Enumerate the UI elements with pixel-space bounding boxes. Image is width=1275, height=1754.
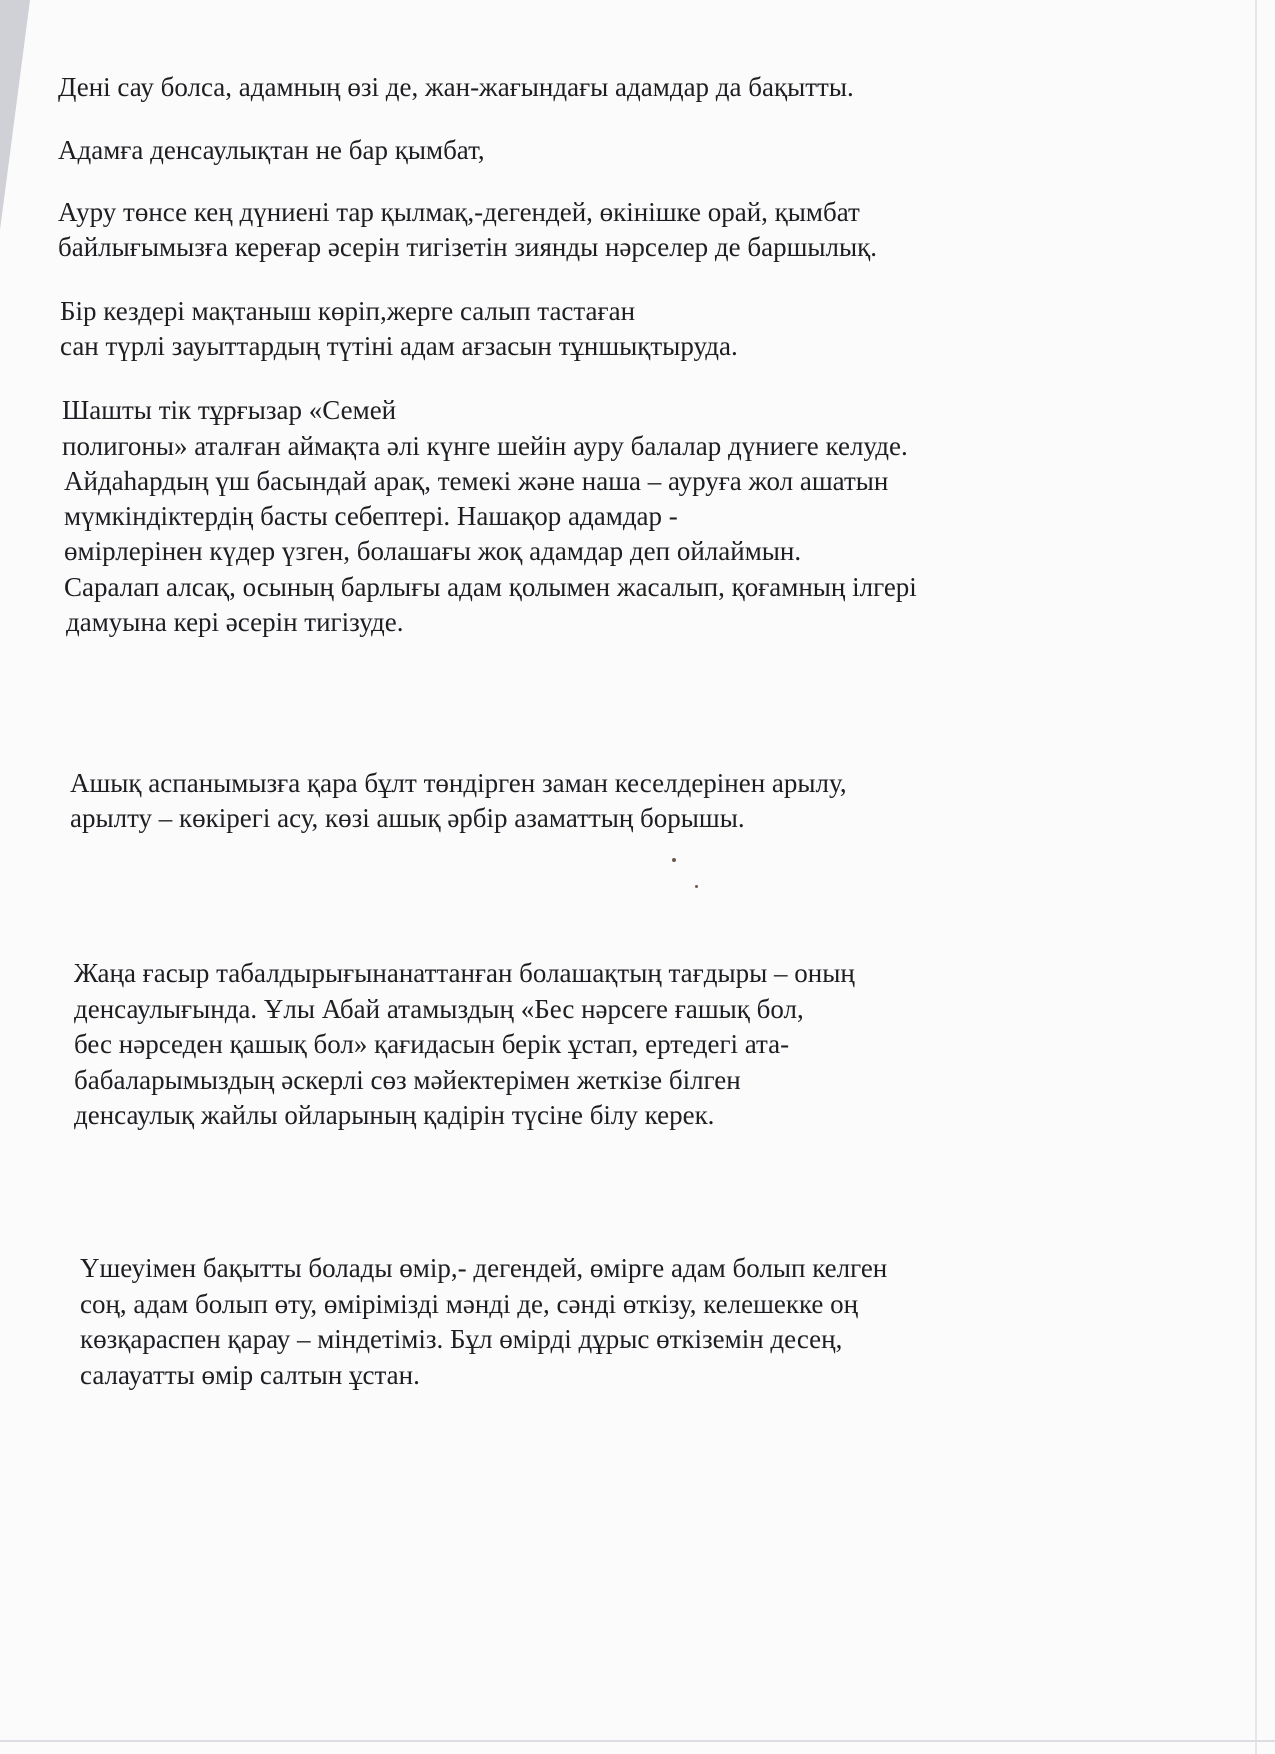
paragraph-5-line-4: мүмкіндіктердің басты себептері. Нашақор адамдар - bbox=[64, 501, 678, 531]
paragraph-1-line-1: Дені сау болса, адамның өзі де, жан-жағындағы адамдар да бақытты. bbox=[58, 72, 854, 102]
paragraph-4-line-1: Бір кездері мақтаныш көріп,жерге салып тастаған bbox=[60, 296, 636, 326]
paragraph-3-line-1: Ауру төнсе кең дүниені тар қылмақ,-дегендей, өкінішке орай, қымбат bbox=[58, 197, 860, 227]
paragraph-7-line-5: денсаулық жайлы ойларының қадірін түсіне білу керек. bbox=[74, 1100, 715, 1130]
paragraph-5-line-6: Саралап алсақ, осының барлығы адам қолымен жасалып, қоғамның ілгері bbox=[64, 572, 917, 602]
paragraph-5-line-7: дамуына кері әсерін тигізуде. bbox=[66, 607, 404, 637]
paragraph-8-line-3: көзқараспен қарау – міндетіміз. Бұл өмірді дұрыс өткіземін десең, bbox=[80, 1324, 843, 1354]
paragraph-5-line-3: Айдаһардың үш басындай арақ, темекі және наша – ауруға жол ашатын bbox=[64, 466, 889, 496]
paragraph-5-line-1: Шашты тік тұрғызар «Семей bbox=[62, 395, 397, 425]
paragraph-6-line-2: арылту – көкірегі асу, көзі ашық әрбір азаматтың борышы. bbox=[70, 803, 745, 833]
paragraph-7-line-1: Жаңа ғасыр табалдырығынанаттанған болашақтың тағдыры – оның bbox=[74, 958, 855, 988]
paragraph-5-line-2: полигоны» аталған аймақта әлі күнге шейін ауру балалар дүниеге келуде. bbox=[62, 431, 908, 461]
paragraph-3-line-2: байлығымызға кереғар әсерін тигізетін зиянды нәрселер де баршылық. bbox=[58, 232, 878, 262]
paragraph-6-line-1: Ашық аспанымызға қара бұлт төндірген заман кеселдерінен арылу, bbox=[70, 768, 847, 798]
paragraph-5-line-5: өмірлерінен күдер үзген, болашағы жоқ адамдар деп ойлаймын. bbox=[64, 536, 802, 566]
paragraph-2-line-1: Адамға денсаулықтан не бар қымбат, bbox=[58, 135, 485, 165]
scan-speck bbox=[695, 885, 698, 888]
paragraph-7-line-2: денсаулығында. Ұлы Абай атамыздың «Бес нәрсеге ғашық бол, bbox=[74, 994, 804, 1024]
paragraph-7-line-3: бес нәрседен қашық бол» қағидасын берік ұстап, ертедегі ата- bbox=[74, 1029, 790, 1059]
paragraph-7-line-4: бабаларымыздың әскерлі сөз мәйектерімен жеткізе білген bbox=[74, 1065, 741, 1095]
paragraph-8-line-2: соң, адам болып өту, өмірімізді мәнді де, сәнді өткізу, келешекке оң bbox=[80, 1289, 859, 1319]
scan-speck bbox=[672, 858, 676, 862]
paragraph-8-line-4: салауатты өмір салтын ұстан. bbox=[80, 1360, 420, 1390]
paragraph-8-line-1: Үшеуімен бақытты болады өмір,- дегендей, өмірге адам болып келген bbox=[80, 1253, 888, 1283]
paragraph-4-line-2: сан түрлі зауыттардың түтіні адам ағзасын тұншықтыруда. bbox=[60, 331, 738, 361]
